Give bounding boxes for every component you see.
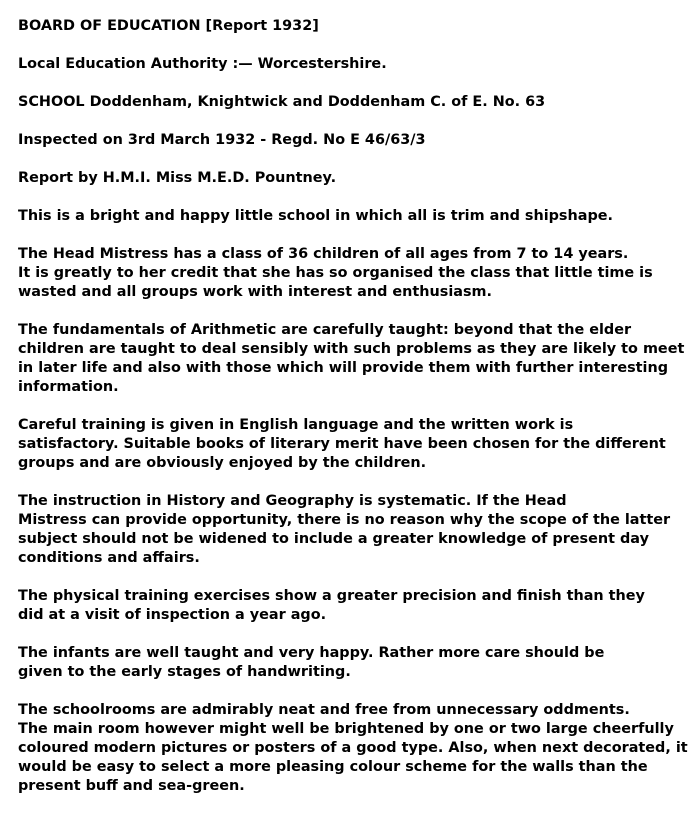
paragraph-line: The instruction in History and Geography is systematic. If the Head bbox=[18, 493, 567, 509]
report-title: BOARD OF EDUCATION [Report 1932] bbox=[18, 18, 319, 34]
paragraph-line: This is a bright and happy little school in which all is trim and shipshape. bbox=[18, 208, 613, 224]
paragraph-line: The Head Mistress has a class of 36 children of all ages from 7 to 14 years. bbox=[18, 246, 629, 262]
paragraph-history-geography bbox=[18, 492, 694, 568]
paragraph-line: subject should not be widened to include a greater knowledge of present day bbox=[18, 531, 649, 547]
paragraph-line: children are taught to deal sensibly with such problems as they are likely to meet bbox=[18, 341, 685, 357]
paragraph-line: The main room however might well be brightened by one or two large cheerfully bbox=[18, 721, 674, 737]
paragraph-head-mistress bbox=[18, 245, 694, 302]
paragraph-line: Careful training is given in English language and the written work is bbox=[18, 417, 574, 433]
report-document bbox=[18, 17, 694, 815]
paragraph-line: satisfactory. Suitable books of literary merit have been chosen for the different bbox=[18, 436, 666, 452]
inspection-date: Inspected on 3rd March 1932 - Regd. No E 46/63/3 bbox=[18, 132, 426, 148]
paragraph-line: information. bbox=[18, 379, 119, 395]
paragraph-line: The infants are well taught and very happy. Rather more care should be bbox=[18, 645, 605, 661]
paragraph-physical-training bbox=[18, 587, 694, 625]
paragraph-line: did at a visit of inspection a year ago. bbox=[18, 607, 327, 623]
paragraph-arithmetic bbox=[18, 321, 694, 397]
paragraph-infants bbox=[18, 644, 694, 682]
school-name: SCHOOL Doddenham, Knightwick and Doddenham C. of E. No. 63 bbox=[18, 94, 546, 110]
paragraph-line: given to the early stages of handwriting. bbox=[18, 664, 351, 680]
paragraph-line: It is greatly to her credit that she has so organised the class that little time is bbox=[18, 265, 653, 281]
paragraph-line: Mistress can provide opportunity, there is no reason why the scope of the latter bbox=[18, 512, 671, 528]
paragraph-line: would be easy to select a more pleasing colour scheme for the walls than the bbox=[18, 759, 648, 775]
paragraph-line: wasted and all groups work with interest and enthusiasm. bbox=[18, 284, 493, 300]
paragraph-line: The physical training exercises show a greater precision and finish than they bbox=[18, 588, 645, 604]
paragraph-line: in later life and also with those which will provide them with further interesting bbox=[18, 360, 669, 376]
paragraph-line: conditions and affairs. bbox=[18, 550, 200, 566]
paragraph-general bbox=[18, 207, 694, 226]
paragraph-schoolrooms bbox=[18, 701, 694, 796]
paragraph-line: groups and are obviously enjoyed by the children. bbox=[18, 455, 427, 471]
local-authority: Local Education Authority :— Worcestershire. bbox=[18, 56, 387, 72]
paragraph-line: The schoolrooms are admirably neat and free from unnecessary oddments. bbox=[18, 702, 630, 718]
report-author: Report by H.M.I. Miss M.E.D. Pountney. bbox=[18, 170, 337, 186]
paragraph-line: coloured modern pictures or posters of a good type. Also, when next decorated, it bbox=[18, 740, 688, 756]
paragraph-english bbox=[18, 416, 694, 473]
paragraph-line: The fundamentals of Arithmetic are carefully taught: beyond that the elder bbox=[18, 322, 632, 338]
paragraph-line: present buff and sea-green. bbox=[18, 778, 245, 794]
